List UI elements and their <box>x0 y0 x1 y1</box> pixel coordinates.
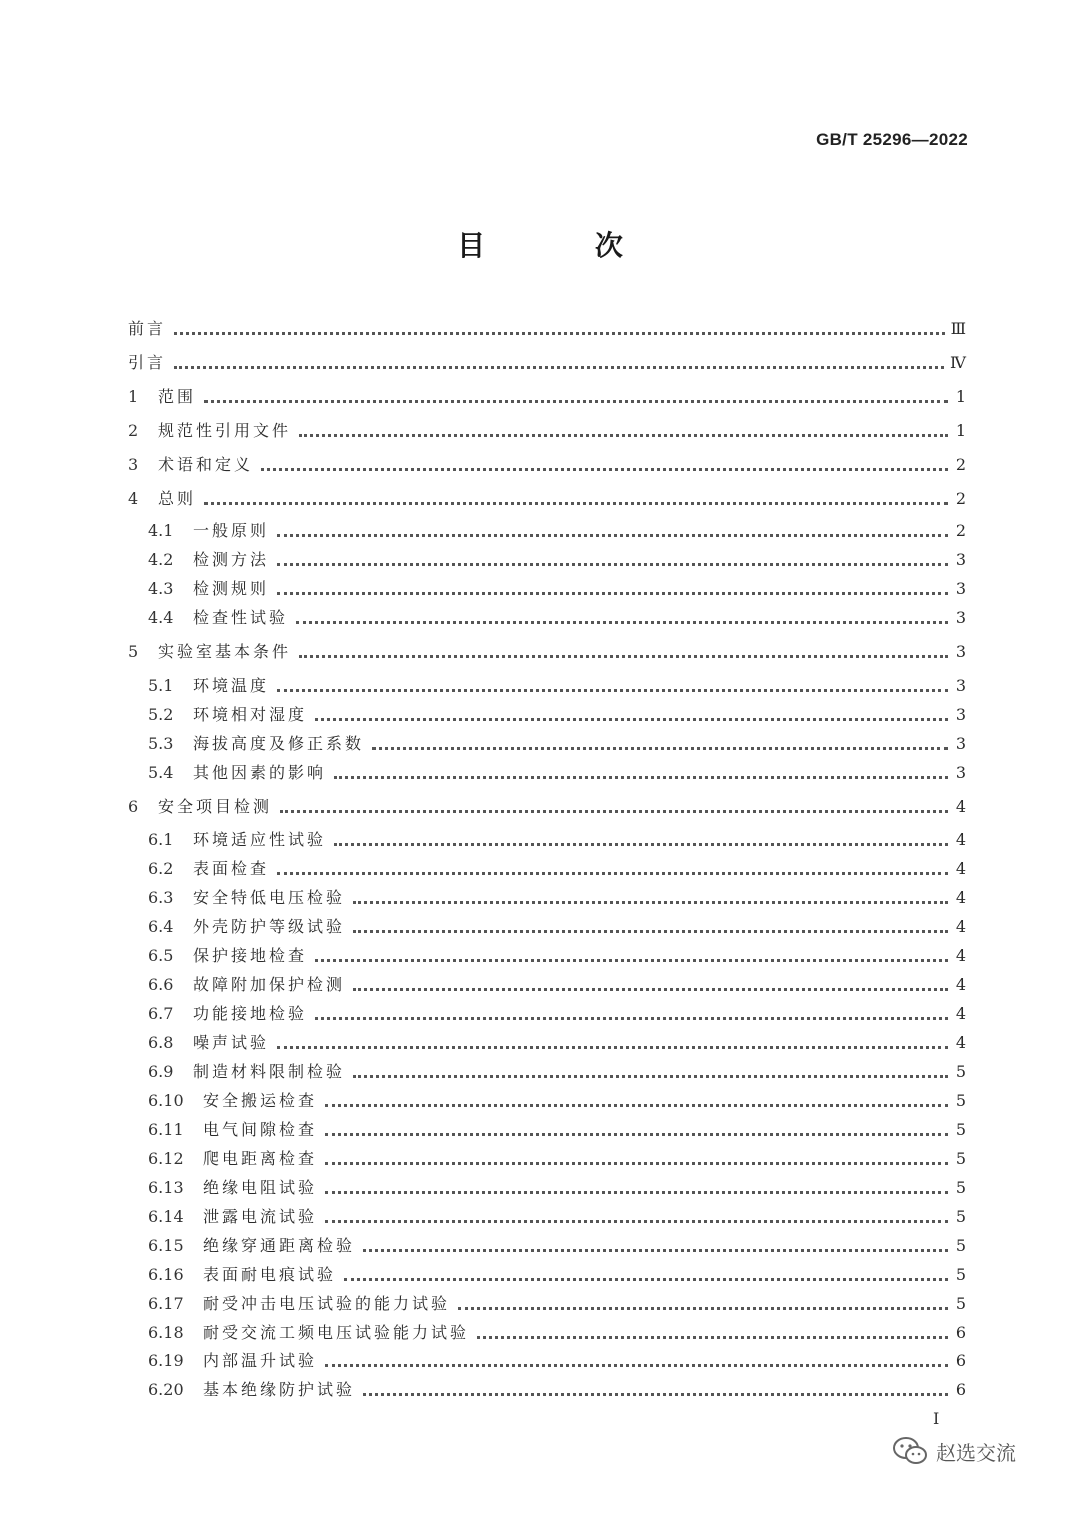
toc-entry-number: 4 <box>128 489 139 508</box>
toc-leader-dots <box>277 592 948 595</box>
toc-entry-page: 4 <box>955 859 966 878</box>
watermark <box>892 1436 1016 1466</box>
toc-entry[interactable] <box>148 1350 966 1372</box>
toc-leader-dots <box>353 1075 948 1078</box>
toc-entry-label: 泄露电流试验 <box>203 1207 318 1226</box>
toc-leader-dots <box>344 1278 948 1281</box>
toc-leader-dots <box>325 1162 948 1165</box>
toc-entry-number: 6.1 <box>148 830 174 849</box>
toc-entry[interactable] <box>148 675 966 697</box>
toc-entry-label: 术语和定义 <box>158 455 254 474</box>
toc-leader-dots <box>277 872 948 875</box>
toc-entry-label: 引言 <box>128 353 167 372</box>
toc-entry-page: 5 <box>955 1149 966 1168</box>
toc-entry-number: 6.9 <box>148 1062 174 1081</box>
toc-entry-page: 4 <box>955 830 966 849</box>
toc-entry-page: 5 <box>955 1265 966 1284</box>
toc-leader-dots <box>174 332 945 335</box>
standard-code: GB/T 25296—2022 <box>816 130 968 149</box>
toc-entry-page: 2 <box>955 521 966 540</box>
toc-entry-label: 表面耐电痕试验 <box>203 1265 337 1284</box>
toc-entry-page: 5 <box>955 1294 966 1313</box>
watermark-text: 赵选交流 <box>936 1440 1016 1465</box>
toc-entry-number: 6.15 <box>148 1236 184 1255</box>
toc-leader-dots <box>204 400 948 403</box>
toc-entry-number: 6.4 <box>148 917 174 936</box>
toc-leader-dots <box>363 1249 948 1252</box>
toc-entry-page: Ⅲ <box>950 319 966 338</box>
toc-entry[interactable] <box>148 549 966 571</box>
toc-entry[interactable] <box>128 488 966 510</box>
toc-leader-dots <box>325 1364 948 1367</box>
toc-entry[interactable] <box>148 1322 966 1344</box>
toc-entry-page: 1 <box>955 421 966 440</box>
toc-entry-page: 5 <box>955 1236 966 1255</box>
toc-entry-label: 故障附加保护检测 <box>193 975 346 994</box>
toc-entry-number: 4.1 <box>148 521 174 540</box>
toc-entry-page: 5 <box>955 1091 966 1110</box>
toc-entry-page: 5 <box>955 1178 966 1197</box>
toc-entry[interactable] <box>148 1090 966 1112</box>
toc-leader-dots <box>277 1046 948 1049</box>
toc-leader-dots <box>299 434 948 437</box>
toc-entry[interactable] <box>148 945 966 967</box>
toc-entry-number: 4.4 <box>148 608 174 627</box>
toc-entry[interactable] <box>148 1119 966 1141</box>
toc-entry-page: 6 <box>955 1323 966 1342</box>
toc-entry-number: 6.12 <box>148 1149 184 1168</box>
toc-entry-label: 环境温度 <box>193 676 270 695</box>
toc-entry-number: 4.2 <box>148 550 174 569</box>
toc-entry-label: 安全特低电压检验 <box>193 888 346 907</box>
toc-leader-dots <box>477 1336 948 1339</box>
toc-leader-dots <box>296 621 948 624</box>
toc-entry-number: 2 <box>128 421 139 440</box>
toc-entry[interactable] <box>128 318 966 340</box>
toc-entry-number: 6.13 <box>148 1178 184 1197</box>
toc-entry-number: 6.7 <box>148 1004 174 1023</box>
toc-leader-dots <box>280 810 948 813</box>
toc-entry-label: 爬电距离检查 <box>203 1149 318 1168</box>
toc-leader-dots <box>372 747 948 750</box>
toc-leader-dots <box>299 655 948 658</box>
toc-entry[interactable] <box>128 454 966 476</box>
toc-entry-number: 5.4 <box>148 763 174 782</box>
toc-entry-label: 保护接地检查 <box>193 946 308 965</box>
toc-leader-dots <box>363 1393 948 1396</box>
toc-entry-number: 6.2 <box>148 859 174 878</box>
toc-entry-number: 6.6 <box>148 975 174 994</box>
toc-entry-number: 6.20 <box>148 1380 184 1399</box>
toc-entry-label: 环境适应性试验 <box>193 830 327 849</box>
toc-entry-page: 1 <box>955 387 966 406</box>
toc-entry[interactable] <box>148 762 966 784</box>
toc-entry[interactable] <box>148 974 966 996</box>
toc-entry-label: 总则 <box>158 489 197 508</box>
toc-leader-dots <box>277 689 948 692</box>
toc-entry-label: 检测规则 <box>193 579 270 598</box>
toc-entry[interactable] <box>128 386 966 408</box>
toc-entry-label: 表面检查 <box>193 859 270 878</box>
toc-leader-dots <box>334 843 948 846</box>
toc-entry-page: 3 <box>955 642 966 661</box>
toc-leader-dots <box>325 1104 948 1107</box>
toc-entry-label: 实验室基本条件 <box>158 642 292 661</box>
toc-entry-label: 检测方法 <box>193 550 270 569</box>
toc-leader-dots <box>315 959 948 962</box>
toc-entry-number: 6.8 <box>148 1033 174 1052</box>
toc-entry[interactable] <box>148 1003 966 1025</box>
toc-entry[interactable] <box>148 704 966 726</box>
toc-entry-number: 6.10 <box>148 1091 184 1110</box>
toc-entry-label: 噪声试验 <box>193 1033 270 1052</box>
toc-leader-dots <box>353 901 948 904</box>
toc-entry[interactable] <box>148 733 966 755</box>
wechat-icon <box>892 1436 928 1466</box>
toc-entry[interactable] <box>148 887 966 909</box>
page-title: 目 次 <box>457 229 673 262</box>
toc-entry-page: 5 <box>955 1120 966 1139</box>
toc-entry-label: 耐受冲击电压试验的能力试验 <box>203 1294 451 1313</box>
toc-entry-label: 其他因素的影响 <box>193 763 327 782</box>
toc-entry[interactable] <box>148 916 966 938</box>
toc-entry-page: 3 <box>955 579 966 598</box>
toc-entry-page: 4 <box>955 1033 966 1052</box>
toc-entry[interactable] <box>128 352 966 374</box>
toc-entry-label: 海拔高度及修正系数 <box>193 734 365 753</box>
toc-entry-number: 3 <box>128 455 139 474</box>
toc-entry-page: 4 <box>955 946 966 965</box>
toc-entry-number: 1 <box>128 387 139 406</box>
toc-leader-dots <box>458 1307 948 1310</box>
page-number: I <box>933 1409 940 1428</box>
toc-leader-dots <box>261 468 948 471</box>
toc-leader-dots <box>325 1133 948 1136</box>
toc-entry-page: 4 <box>955 917 966 936</box>
toc-leader-dots <box>277 534 948 537</box>
toc-entry-number: 4.3 <box>148 579 174 598</box>
toc-entry-page: 5 <box>955 1207 966 1226</box>
toc-entry[interactable] <box>148 1148 966 1170</box>
toc-entry[interactable] <box>128 641 966 663</box>
toc-entry-number: 6.11 <box>148 1120 184 1139</box>
toc-entry-label: 绝缘电阻试验 <box>203 1178 318 1197</box>
toc-entry-page: 4 <box>955 797 966 816</box>
toc-entry-label: 电气间隙检查 <box>203 1120 318 1139</box>
toc-leader-dots <box>315 718 948 721</box>
toc-entry-page: 3 <box>955 705 966 724</box>
toc-entry[interactable] <box>128 796 966 818</box>
toc-entry[interactable] <box>148 1032 966 1054</box>
toc-entry-number: 6.5 <box>148 946 174 965</box>
toc-leader-dots <box>334 776 948 779</box>
toc-entry-label: 规范性引用文件 <box>158 421 292 440</box>
toc-entry-label: 安全项目检测 <box>158 797 273 816</box>
toc-entry[interactable] <box>148 520 966 542</box>
toc-entry-label: 内部温升试验 <box>203 1351 318 1370</box>
toc-entry[interactable] <box>148 829 966 851</box>
toc-leader-dots <box>325 1191 948 1194</box>
toc-entry-page: 3 <box>955 608 966 627</box>
toc-entry[interactable] <box>128 420 966 442</box>
toc-entry-label: 基本绝缘防护试验 <box>203 1380 356 1399</box>
toc-entry-page: 3 <box>955 676 966 695</box>
toc-entry-page: 6 <box>955 1380 966 1399</box>
toc-leader-dots <box>315 1017 948 1020</box>
toc-entry-label: 环境相对湿度 <box>193 705 308 724</box>
toc-entry[interactable] <box>148 1264 966 1286</box>
toc-entry-page: 3 <box>955 550 966 569</box>
toc-entry-number: 6 <box>128 797 139 816</box>
toc-entry-number: 5.2 <box>148 705 174 724</box>
toc-leader-dots <box>325 1220 948 1223</box>
toc-entry-label: 功能接地检验 <box>193 1004 308 1023</box>
toc-entry-label: 范围 <box>158 387 197 406</box>
toc-entry[interactable] <box>148 1293 966 1315</box>
toc-entry-number: 5.1 <box>148 676 174 695</box>
toc-entry-page: 3 <box>955 763 966 782</box>
toc-entry-label: 前言 <box>128 319 167 338</box>
toc-leader-dots <box>204 502 948 505</box>
toc-entry-page: 6 <box>955 1351 966 1370</box>
toc-entry-number: 5.3 <box>148 734 174 753</box>
toc-entry-number: 6.3 <box>148 888 174 907</box>
toc-entry-label: 耐受交流工频电压试验能力试验 <box>203 1323 470 1342</box>
toc-leader-dots <box>277 563 948 566</box>
toc-entry[interactable] <box>148 607 966 629</box>
toc-leader-dots <box>174 366 944 369</box>
toc-entry-label: 安全搬运检查 <box>203 1091 318 1110</box>
toc-entry-page: 2 <box>955 455 966 474</box>
toc-entry-label: 一般原则 <box>193 521 270 540</box>
toc-entry-label: 绝缘穿通距离检验 <box>203 1236 356 1255</box>
toc-entry[interactable] <box>148 858 966 880</box>
toc-leader-dots <box>353 988 948 991</box>
toc-entry[interactable] <box>148 1206 966 1228</box>
toc-entry[interactable] <box>148 1061 966 1083</box>
toc-entry-number: 6.17 <box>148 1294 184 1313</box>
toc-entry-number: 6.16 <box>148 1265 184 1284</box>
toc-entry-number: 6.18 <box>148 1323 184 1342</box>
toc-entry[interactable] <box>148 1379 966 1401</box>
toc-entry-page: 4 <box>955 888 966 907</box>
toc-entry[interactable] <box>148 1235 966 1257</box>
toc-entry-label: 制造材料限制检验 <box>193 1062 346 1081</box>
toc-entry[interactable] <box>148 1177 966 1199</box>
toc-entry-page: 5 <box>955 1062 966 1081</box>
toc-entry-page: 4 <box>955 975 966 994</box>
toc-entry-number: 6.19 <box>148 1351 184 1370</box>
toc-entry-number: 5 <box>128 642 139 661</box>
toc-entry[interactable] <box>148 578 966 600</box>
toc-entry-number: 6.14 <box>148 1207 184 1226</box>
toc-entry-page: 2 <box>955 489 966 508</box>
toc-leader-dots <box>353 930 948 933</box>
toc-entry-page: 3 <box>955 734 966 753</box>
toc-entry-page: Ⅳ <box>950 353 966 372</box>
toc-entry-label: 外壳防护等级试验 <box>193 917 346 936</box>
toc-entry-label: 检查性试验 <box>193 608 289 627</box>
toc-entry-page: 4 <box>955 1004 966 1023</box>
